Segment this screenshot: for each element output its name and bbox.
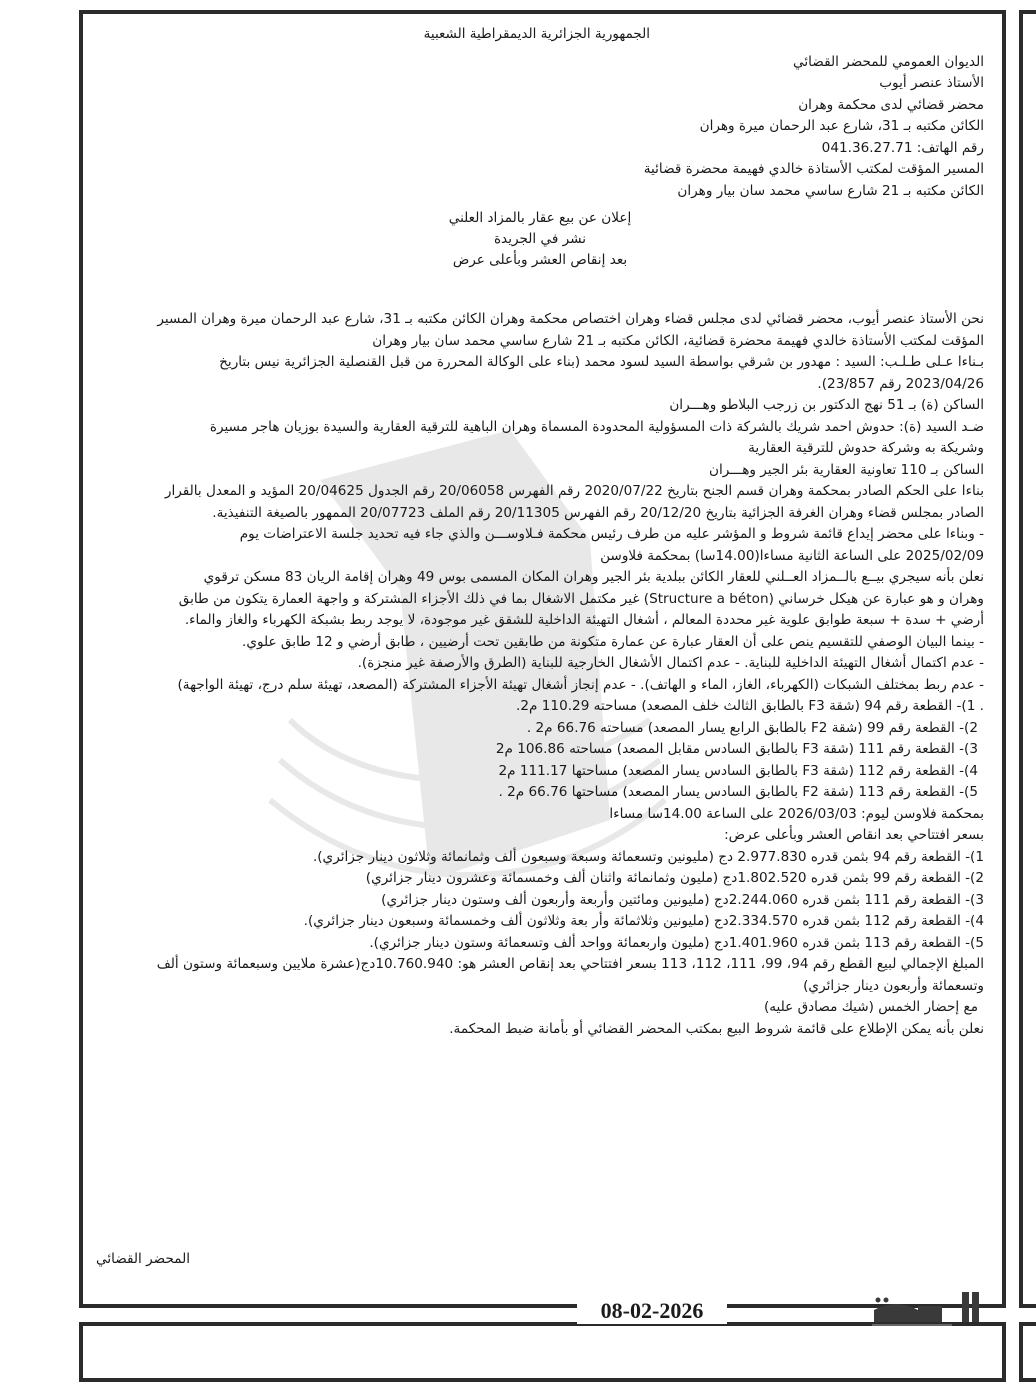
office-line: الأستاذ عنصر أيوب [879,75,984,91]
office-line: الديوان العمومي للمحضر القضائي [793,53,984,70]
newspaper-logo-icon [866,1288,986,1328]
judgment-line: الصادر بمجلس قضاء وهران الغرفة الجزائية بتاريخ 20/12/20 رقم الفهرس 20/11305 رقم الملف 20/07723 الممهور بالصيغة التنفيذية. [212,504,984,521]
note-line: - عدم اكتمال أشغال التهيئة الداخلية للبناية. - عدم اكتمال الأشغال الخارجية للبناية (الطرق والأرصفة غير منجزة). [357,655,984,671]
residence-line: الساكن (ة) بـ 51 نهج الدكتور بن زرجب البلاطو وهـــران [669,397,984,413]
notice-title: إعلان عن بيع عقار بالمزاد العلني [448,210,632,226]
signature-label: المحضر القضائي [96,1251,191,1267]
notice-title-block [420,208,660,271]
intro-line: المؤقت لمكتب الأستاذة خالدي فهيمة محضرة قضائية، الكائن مكتبه بـ 21 شارع ساسي محمد سان بيار وهران [372,332,984,349]
office-line: محضر قضائي لدى محكمة وهران [798,96,984,113]
judgment-line: بناءا على الحكم الصادر بمحكمة وهران قسم الجنح بتاريخ 2020/07/22 رقم الفهرس 20/06058 رقم الجدول 20/04625 المؤيد و المعدل بالقرار [164,483,984,499]
deposit-requirement: مع إحضار الخمس (شيك مصادق عليه) [763,999,978,1015]
intro-line: نحن الأستاذ عنصر أيوب، محضر قضائي لدى مجلس قضاء وهران اختصاص محكمة وهران الكائن مكتبه بـ 31، شارع عبد الرحمان ميرة وهران المسير [157,311,984,327]
note-line: - بينما البيان الوصفي للتقسيم ينص على أن العقار عبارة عن عمارة متكونة من طابقين تحت أرضيين ، طابق أرضي و 12 طابق علوي. [242,633,984,650]
office-line: المسير المؤقت لمكتب الأستاذة خالدي فهيمة محضرة قضائية [643,161,984,177]
total-line: المبلغ الإجمالي لبيع القطع رقم 94، 99، 111، 112، 113 بسعر افتتاحي بعد إنقاص العشر هو: 10.760.940دج(عشرة ملايين وسبعمائة وستون ألف [156,956,984,972]
deposit-line: 2025/02/09 على الساعة الثانية مساءا(14.00سا) بمحكمة فلاوسن [600,547,984,564]
note-line: - عدم ربط بمختلف الشبكات (الكهرباء، الغاز، الماء و الهاتف). - عدم إنجاز أشغال تهيئة الأجزاء المشتركة (المصعد، تهيئة سلم درج، تهيئة الواجهة) [177,676,984,693]
total-line: وتسعمائة وأربعون دينار جزائري) [803,977,984,994]
price-intro: بسعر افتتاحي بعد انقاص العشر وبأعلى عرض: [724,827,984,843]
office-line: الكائن مكتبه بـ 31، شارع عبد الرحمان ميرة وهران [699,118,984,134]
announce-line: أرضي + سدة + سبعة طوابق علوية غير محددة المعالم ، أشغال التهيئة الداخلية للشقق غير موجودة، لا يوجد ربط بشبكة الكهرباء والغاز والماء. [184,612,984,628]
residence-line: الساكن بـ 110 تعاونية العقارية بئر الجير وهـــران [709,461,984,478]
republic-heading: الجمهورية الجزائرية الديمقراطية الشعبية [423,26,650,42]
price-item: 1)- القطعة رقم 94 بثمن قدره 2.977.830 دج (مليونين وتسعمائة وسبعة وسبعون ألف وثمانمائة وثلاثون دينار جزائري). [312,848,984,865]
notice-subtitle-2: بعد إنقاص العشر وبأعلى عرض [452,252,628,268]
bailiff-office-block [92,52,990,203]
lot-item: 2)- القطعة رقم 99 (شقة F2 بالطابق الرابع يسار المصعد) مساحته 66.76 م2 . [526,719,978,736]
office-line: الكائن مكتبه بـ 21 شارع ساسي محمد سان بيار وهران [677,182,984,199]
lot-item: 4)- القطعة رقم 112 (شقة F3 بالطابق السادس يسار المصعد) مساحتها 111.17 م2 [498,762,978,779]
deposit-line: - وبناءا على محضر إيداع قائمة شروط و المؤشر عليه من طرف رئيس محكمة فـلاوســـن والذي جاء فيه تحديد جلسة الاعتراضات يوم [239,526,984,542]
lot-item: 5)- القطعة رقم 113 (شقة F2 بالطابق السادس يسار المصعد) مساحتها 66.76 م2 . [498,784,978,800]
price-item: 2)- القطعة رقم 99 بثمن قدره 1.802.520دج (مليون وثمانمائة واثنان ألف وخمسمائة وعشرون دينار جزائري) [365,870,984,886]
adjacent-column-frame [1019,10,1036,1308]
price-item: 5)- القطعة رقم 113 بثمن قدره 1.401.960دج (مليون واربعمائة وواحد ألف وتسعمائة وستون دينار جزائري). [369,934,984,951]
auction-session: بمحكمة فلاوسن ليوم: 2026/03/03 على الساعة 14.00سا مساءا [609,805,984,822]
consult-line: نعلن بأنه يمكن الإطلاع على قائمة شروط البيع بمكتب المحضر القضائي أو بأمانة ضبط المحكمة. [449,1020,984,1037]
adjacent-next-frame [1019,1322,1036,1382]
price-item: 4)- القطعة رقم 112 بثمن قدره 2.334.570دج (مليونين وثلاثمائة وأر بعة وثلاثون ألف وخمسمائة وسبعون دينار جزائري). [303,913,984,929]
price-item: 3)- القطعة رقم 111 بثمن قدره 2.244.060دج (مليونين ومائتين وأربعة وأربعون ألف وستون دينار جزائري) [381,891,984,908]
body-text [92,309,990,1040]
publication-date: 08-02-2026 [577,1298,727,1324]
notice-subtitle: نشر في الجريدة [493,231,587,247]
office-phone: رقم الهاتف: 041.36.27.71 [821,139,984,156]
against-line: وشريكة به وشركة حدوش للترقية العقارية [748,440,984,456]
announcement-content [92,24,990,1040]
request-line: بـناءا عـلى طـلـب: السيد : مهدور بن شرقي بواسطة السيد لسود محمد (بناء على الوكالة المحررة من قبل القنصلية الجزائرية نيس بتاريخ [219,354,984,370]
against-line: ضـد السيد (ة): حدوش احمد شريك بالشركة ذات المسؤولية المحدودة المسماة وهران الباهية للترقية العقارية والسيدة بوزيان هاجر مسيرة [209,418,984,435]
request-line: 2023/04/26 رقم 23/857). [817,375,984,392]
lot-item: . 1)- القطعة رقم 94 (شقة F3 بالطابق الثالث خلف المصعد) مساحته 110.29 م2. [516,698,984,714]
announce-line: نعلن بأنه سيجري بيــع بالــمزاد العــلني للعقار الكائن ببلدية بئر الجير وهران المكان المسمى بوس 49 وهران إقامة الريان 83 مسكن ترقوي [203,569,984,585]
next-announcement-frame [79,1322,1006,1382]
lot-item: 3)- القطعة رقم 111 (شقة F3 بالطابق السادس مقابل المصعد) مساحته 106.86 م2 [495,741,978,757]
announce-line: وهران و هو عبارة عن هيكل خرساني (Structure a béton) غير مكتمل الاشغال بما في ذلك الأجزاء المشتركة و واجهة العمارة يتكون من طابق [178,590,984,607]
